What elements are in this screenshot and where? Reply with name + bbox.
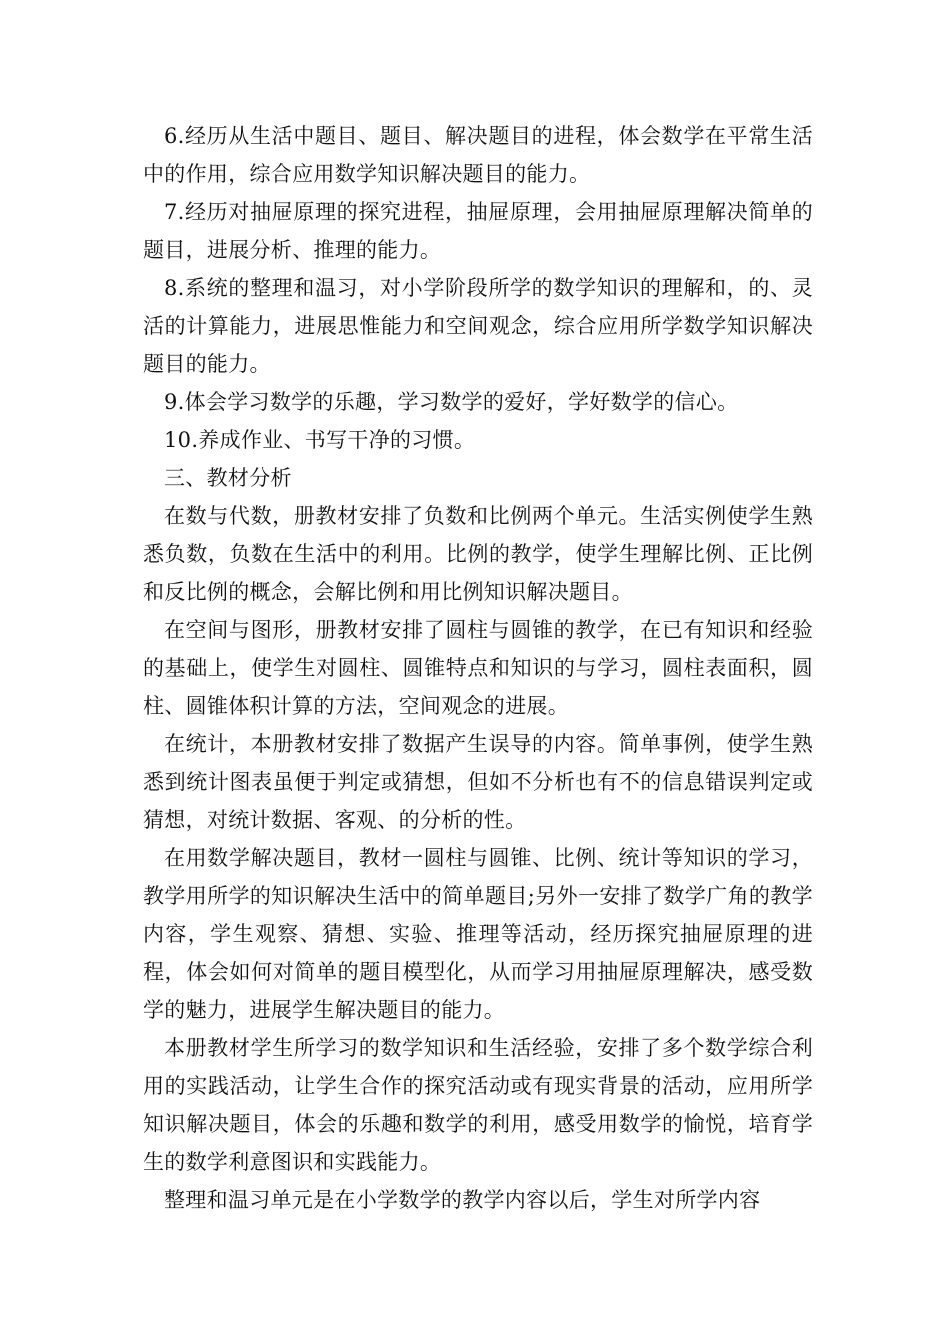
paragraph-objective-7: 7.经历对抽屉原理的探究进程，抽屉原理，会用抽屉原理解决简单的题目，进展分析、推理的能力。	[143, 200, 813, 262]
paragraph-objective-8: 8.系统的整理和温习，对小学阶段所学的数学知识的理解和，的、灵活的计算能力，进展思惟能力和空间观念，综合应用所学数学知识解决题目的能力。	[143, 276, 813, 376]
paragraph-problem-solving: 在用数学解决题目，教材一圆柱与圆锥、比例、统计等知识的学习，教学用所学的知识解决生活中的简单题目;另外一安排了数学广角的教学内容，学生观察、猜想、实验、推理等活动，经历探究抽屉原理的进程，体会如何对简单的题目模型化，从而学习用抽屉原理解决，感受数学的魅力，进展学生解决题目的能力。	[143, 846, 813, 1022]
paragraph-statistics: 在统计，本册教材安排了数据产生误导的内容。简单事例，使学生熟悉到统计图表虽便于判定或猜想，但如不分析也有不的信息错误判定或猜想，对统计数据、客观、的分析的性。	[143, 732, 813, 832]
paragraph-objective-6: 6.经历从生活中题目、题目、解决题目的进程，体会数学在平常生活中的作用，综合应用数学知识解决题目的能力。	[143, 124, 813, 186]
paragraph-objective-9: 9.体会学习数学的乐趣，学习数学的爱好，学好数学的信心。	[164, 390, 739, 414]
document-body	[143, 117, 813, 1219]
paragraph-space-shapes: 在空间与图形，册教材安排了圆柱与圆锥的教学，在已有知识和经验的基础上，使学生对圆柱、圆锥特点和知识的与学习，圆柱表面积，圆柱、圆锥体积计算的方法，空间观念的进展。	[143, 618, 813, 718]
paragraph-practice-activities: 本册教材学生所学习的数学知识和生活经验，安排了多个数学综合利用的实践活动，让学生合作的探究活动或有现实背景的活动，应用所学知识解决题目，体会的乐趣和数学的利用，感受用数学的愉悦，培育学生的数学利意图识和实践能力。	[143, 1036, 813, 1174]
paragraph-numbers-algebra: 在数与代数，册教材安排了负数和比例两个单元。生活实例使学生熟悉负数，负数在生活中的利用。比例的教学，使学生理解比例、正比例和反比例的概念，会解比例和用比例知识解决题目。	[143, 504, 813, 604]
section-heading-textbook-analysis: 三、教材分析	[164, 466, 292, 490]
paragraph-objective-10: 10.养成作业、书写干净的习惯。	[164, 428, 476, 452]
paragraph-review-unit: 整理和温习单元是在小学数学的教学内容以后，学生对所学内容	[164, 1188, 761, 1212]
